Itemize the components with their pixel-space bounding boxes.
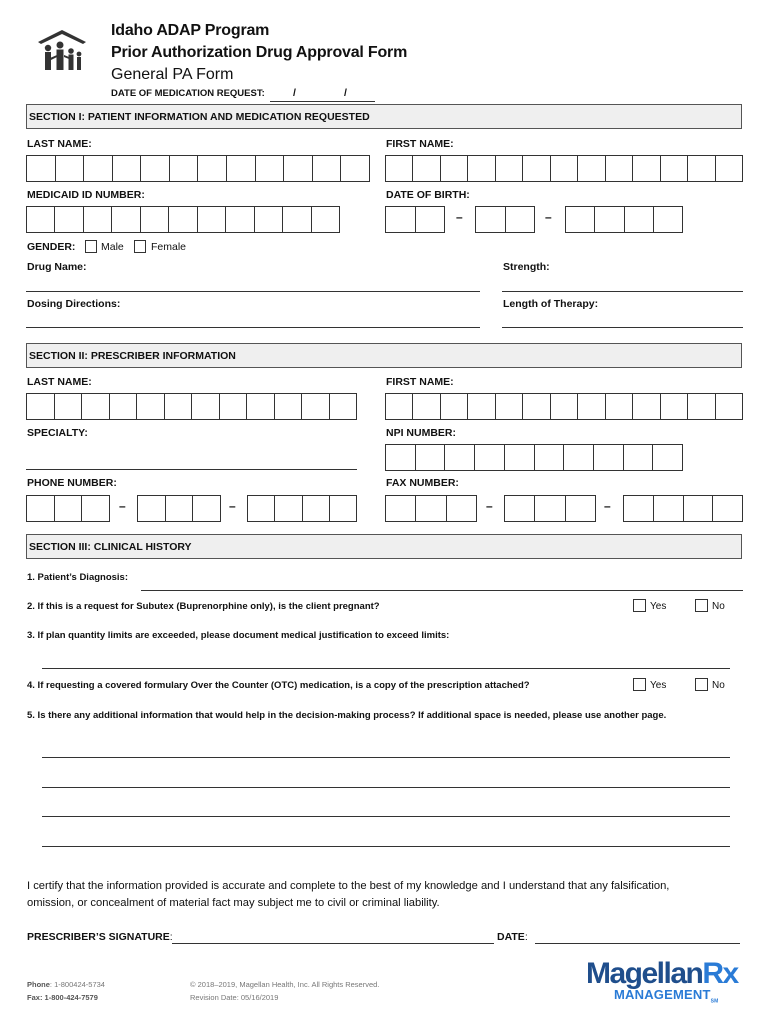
entry-box-cell[interactable]: [715, 393, 743, 420]
entry-box-cell[interactable]: [415, 206, 446, 233]
section-1-header: SECTION I: PATIENT INFORMATION AND MEDICATION REQUESTED: [26, 104, 742, 129]
entry-box-cell[interactable]: [26, 155, 56, 182]
additional-info-line-2[interactable]: [42, 787, 730, 788]
entry-box-cell[interactable]: [715, 155, 743, 182]
logo-management-text: MANAGEMENT: [614, 987, 711, 1002]
entry-box-cell[interactable]: [246, 393, 275, 420]
entry-box-cell[interactable]: [623, 444, 654, 471]
section-2-header: SECTION II: PRESCRIBER INFORMATION: [26, 343, 742, 368]
question-5-additional-info: 5. Is there any additional information that would help in the decision-making process? If additional space is needed, please use another page.: [27, 710, 667, 721]
entry-box-cell[interactable]: [683, 495, 714, 522]
signature-date-line[interactable]: [535, 943, 740, 944]
entry-box-cell[interactable]: [385, 155, 413, 182]
entry-box-cell[interactable]: [197, 206, 226, 233]
entry-box-cell[interactable]: [274, 495, 302, 522]
entry-box-cell[interactable]: [660, 155, 688, 182]
phone-prefix-boxes[interactable]: [137, 495, 221, 522]
entry-box-cell[interactable]: [312, 155, 342, 182]
patient-last-name-boxes[interactable]: [26, 155, 370, 182]
gender-male-label: Male: [101, 241, 124, 253]
entry-box-cell[interactable]: [687, 155, 715, 182]
entry-box-cell[interactable]: [83, 155, 113, 182]
entry-box-cell[interactable]: [112, 155, 142, 182]
patient-first-name-label: FIRST NAME:: [386, 138, 454, 150]
entry-box-cell[interactable]: [54, 393, 83, 420]
logo-sm-text: SM: [710, 998, 719, 1005]
entry-box-cell[interactable]: [565, 206, 595, 233]
entry-box-cell[interactable]: [605, 393, 633, 420]
length-of-therapy-line[interactable]: [502, 327, 743, 328]
signature-label: PRESCRIBER’S SIGNATURE:: [27, 931, 173, 943]
entry-box-cell[interactable]: [26, 495, 55, 522]
dob-dash-1: –: [456, 210, 463, 224]
entry-box-cell[interactable]: [26, 393, 55, 420]
entry-box-cell[interactable]: [495, 155, 523, 182]
entry-box-cell[interactable]: [111, 206, 140, 233]
entry-box-cell[interactable]: [385, 393, 413, 420]
entry-box-cell[interactable]: [712, 495, 743, 522]
entry-box-cell[interactable]: [467, 393, 495, 420]
q2-no-label: No: [712, 601, 725, 612]
phone-area-boxes[interactable]: [26, 495, 110, 522]
entry-box-cell[interactable]: [652, 444, 683, 471]
footer-phone: Phone: 1-800424-5734: [27, 980, 105, 989]
entry-box-cell[interactable]: [534, 495, 565, 522]
dob-year-boxes[interactable]: [565, 206, 683, 233]
entry-box-cell[interactable]: [632, 155, 660, 182]
strength-label: Strength:: [503, 261, 550, 273]
entry-box-cell[interactable]: [302, 495, 330, 522]
entry-box-cell[interactable]: [54, 495, 83, 522]
entry-box-cell[interactable]: [140, 206, 169, 233]
entry-box-cell[interactable]: [412, 155, 440, 182]
entry-box-cell[interactable]: [522, 393, 550, 420]
entry-box-cell[interactable]: [593, 444, 624, 471]
gender-female-label: Female: [151, 241, 187, 253]
entry-box-cell[interactable]: [81, 495, 110, 522]
date-sep-2: /: [344, 87, 347, 99]
entry-box-cell[interactable]: [164, 393, 193, 420]
certification-text-line1: I certify that the information provided is accurate and complete to the best of my knowledge and I understand that any falsification,: [27, 880, 670, 892]
length-of-therapy-label: Length of Therapy:: [503, 298, 599, 310]
patient-first-name-boxes[interactable]: [385, 155, 743, 182]
form-subtitle: General PA Form: [111, 66, 234, 83]
entry-box-cell[interactable]: [605, 155, 633, 182]
question-2-subutex: 2. If this is a request for Subutex (Buprenorphine only), is the client pregnant?: [27, 601, 380, 612]
entry-box-cell[interactable]: [474, 444, 505, 471]
patient-last-name-label: LAST NAME:: [27, 138, 92, 150]
entry-box-cell[interactable]: [415, 495, 446, 522]
footer-copyright: © 2018–2019, Magellan Health, Inc. All Rights Reserved.: [190, 980, 380, 989]
entry-box-cell[interactable]: [534, 444, 565, 471]
entry-box-cell[interactable]: [412, 393, 440, 420]
prescriber-first-name-label: FIRST NAME:: [386, 376, 454, 388]
entry-box-cell[interactable]: [192, 495, 221, 522]
q2-no-checkbox[interactable]: [695, 599, 708, 612]
fax-area-boxes[interactable]: [385, 495, 477, 522]
entry-box-cell[interactable]: [168, 206, 197, 233]
fax-prefix-boxes[interactable]: [504, 495, 596, 522]
justification-line[interactable]: [42, 668, 730, 669]
question-4-otc: 4. If requesting a covered formulary Over the Counter (OTC) medication, is a copy of the prescription attached?: [27, 680, 530, 691]
entry-box-cell[interactable]: [140, 155, 170, 182]
entry-box-cell[interactable]: [550, 393, 578, 420]
entry-box-cell[interactable]: [653, 495, 684, 522]
entry-box-cell[interactable]: [225, 206, 254, 233]
entry-box-cell[interactable]: [385, 444, 416, 471]
strength-line[interactable]: [502, 291, 743, 292]
entry-box-cell[interactable]: [385, 206, 416, 233]
entry-box-cell[interactable]: [495, 393, 523, 420]
dob-month-boxes[interactable]: [385, 206, 445, 233]
additional-info-line-3[interactable]: [42, 816, 730, 817]
npi-number-boxes[interactable]: [385, 444, 683, 471]
q4-no-checkbox[interactable]: [695, 678, 708, 691]
entry-box-cell[interactable]: [623, 495, 654, 522]
entry-box-cell[interactable]: [446, 495, 477, 522]
entry-box-cell[interactable]: [283, 155, 313, 182]
section-3-header: SECTION III: CLINICAL HISTORY: [26, 534, 742, 559]
fax-dash-1: –: [486, 499, 493, 513]
entry-box-cell[interactable]: [137, 495, 166, 522]
fax-line-boxes[interactable]: [623, 495, 743, 522]
footer-fax: Fax: 1-800-424-7579: [27, 993, 98, 1002]
entry-box-cell[interactable]: [475, 206, 506, 233]
medicaid-id-boxes[interactable]: [26, 206, 340, 233]
q4-no-label: No: [712, 680, 725, 691]
q2-yes-label: Yes: [650, 601, 667, 612]
q2-yes-checkbox[interactable]: [633, 599, 646, 612]
entry-box-cell[interactable]: [467, 155, 495, 182]
prescriber-last-name-boxes[interactable]: [26, 393, 357, 420]
entry-box-cell[interactable]: [504, 444, 535, 471]
specialty-line[interactable]: [26, 469, 357, 470]
entry-box-cell[interactable]: [226, 155, 256, 182]
date-of-request-label: DATE OF MEDICATION REQUEST:: [111, 88, 265, 99]
entry-box-cell[interactable]: [81, 393, 110, 420]
entry-box-cell[interactable]: [504, 495, 535, 522]
entry-box-cell[interactable]: [311, 206, 340, 233]
q4-yes-label: Yes: [650, 680, 667, 691]
diagnosis-line[interactable]: [141, 590, 743, 591]
dosing-directions-label: Dosing Directions:: [27, 298, 121, 310]
entry-box-cell[interactable]: [577, 393, 605, 420]
logo-magellan-text: Magellan: [586, 957, 703, 990]
entry-box-cell[interactable]: [687, 393, 715, 420]
entry-box-cell[interactable]: [109, 393, 138, 420]
entry-box-cell[interactable]: [301, 393, 330, 420]
entry-box-cell[interactable]: [329, 495, 357, 522]
entry-box-cell[interactable]: [340, 155, 370, 182]
phone-dash-2: –: [229, 499, 236, 513]
entry-box-cell[interactable]: [197, 155, 227, 182]
entry-box-cell[interactable]: [594, 206, 624, 233]
entry-box-cell[interactable]: [254, 206, 283, 233]
date-of-request-underline[interactable]: [270, 101, 375, 102]
entry-box-cell[interactable]: [282, 206, 311, 233]
entry-box-cell[interactable]: [385, 495, 416, 522]
signature-line[interactable]: [172, 943, 494, 944]
entry-box-cell[interactable]: [169, 155, 199, 182]
date-sep-1: /: [293, 87, 296, 99]
specialty-label: SPECIALTY:: [27, 427, 88, 439]
prescriber-first-name-boxes[interactable]: [385, 393, 743, 420]
question-3-quantity-limits: 3. If plan quantity limits are exceeded, please document medical justification to exceed limits:: [27, 630, 450, 641]
fax-number-label: FAX NUMBER:: [386, 477, 459, 489]
entry-box-cell[interactable]: [624, 206, 654, 233]
question-1-diagnosis: 1. Patient’s Diagnosis:: [27, 572, 129, 583]
entry-box-cell[interactable]: [55, 155, 85, 182]
family-logo-icon: [36, 28, 88, 72]
magellan-rx-logo: [586, 958, 746, 1008]
dob-label: DATE OF BIRTH:: [386, 189, 470, 201]
entry-box-cell[interactable]: [444, 444, 475, 471]
phone-line-boxes[interactable]: [247, 495, 357, 522]
entry-box-cell[interactable]: [505, 206, 536, 233]
entry-box-cell[interactable]: [136, 393, 165, 420]
entry-box-cell[interactable]: [653, 206, 683, 233]
additional-info-line-4[interactable]: [42, 846, 730, 847]
entry-box-cell[interactable]: [255, 155, 285, 182]
gender-female-checkbox[interactable]: [134, 240, 146, 253]
dob-day-boxes[interactable]: [475, 206, 535, 233]
form-title-line1: Idaho ADAP Program: [111, 22, 270, 39]
prescriber-last-name-label: LAST NAME:: [27, 376, 92, 388]
entry-box-cell[interactable]: [660, 393, 688, 420]
entry-box-cell[interactable]: [440, 155, 468, 182]
signature-date-label: DATE:: [497, 931, 528, 943]
gender-male-checkbox[interactable]: [85, 240, 97, 253]
entry-box-cell[interactable]: [54, 206, 83, 233]
phone-number-label: PHONE NUMBER:: [27, 477, 117, 489]
entry-box-cell[interactable]: [415, 444, 446, 471]
entry-box-cell[interactable]: [219, 393, 248, 420]
footer-revision-date: Revision Date: 05/16/2019: [190, 993, 279, 1002]
entry-box-cell[interactable]: [632, 393, 660, 420]
entry-box-cell[interactable]: [563, 444, 594, 471]
entry-box-cell[interactable]: [274, 393, 303, 420]
entry-box-cell[interactable]: [329, 393, 358, 420]
logo-rx-text: Rx: [702, 957, 738, 990]
entry-box-cell[interactable]: [550, 155, 578, 182]
entry-box-cell[interactable]: [26, 206, 55, 233]
entry-box-cell[interactable]: [165, 495, 194, 522]
gender-label: GENDER:: [27, 241, 76, 253]
medicaid-id-label: MEDICAID ID NUMBER:: [27, 189, 145, 201]
dosing-directions-line[interactable]: [26, 327, 480, 328]
entry-box-cell[interactable]: [247, 495, 275, 522]
q4-yes-checkbox[interactable]: [633, 678, 646, 691]
entry-box-cell[interactable]: [522, 155, 550, 182]
npi-number-label: NPI NUMBER:: [386, 427, 456, 439]
drug-name-label: Drug Name:: [27, 261, 87, 273]
certification-text-line2: omission, or concealment of material fact may subject me to civil or criminal liability.: [27, 897, 440, 909]
dob-dash-2: –: [545, 210, 552, 224]
entry-box-cell[interactable]: [565, 495, 596, 522]
entry-box-cell[interactable]: [83, 206, 112, 233]
form-title-line2: Prior Authorization Drug Approval Form: [111, 44, 408, 61]
entry-box-cell[interactable]: [577, 155, 605, 182]
fax-dash-2: –: [604, 499, 611, 513]
entry-box-cell[interactable]: [440, 393, 468, 420]
entry-box-cell[interactable]: [191, 393, 220, 420]
drug-name-line[interactable]: [26, 291, 480, 292]
phone-dash-1: –: [119, 499, 126, 513]
additional-info-line-1[interactable]: [42, 757, 730, 758]
